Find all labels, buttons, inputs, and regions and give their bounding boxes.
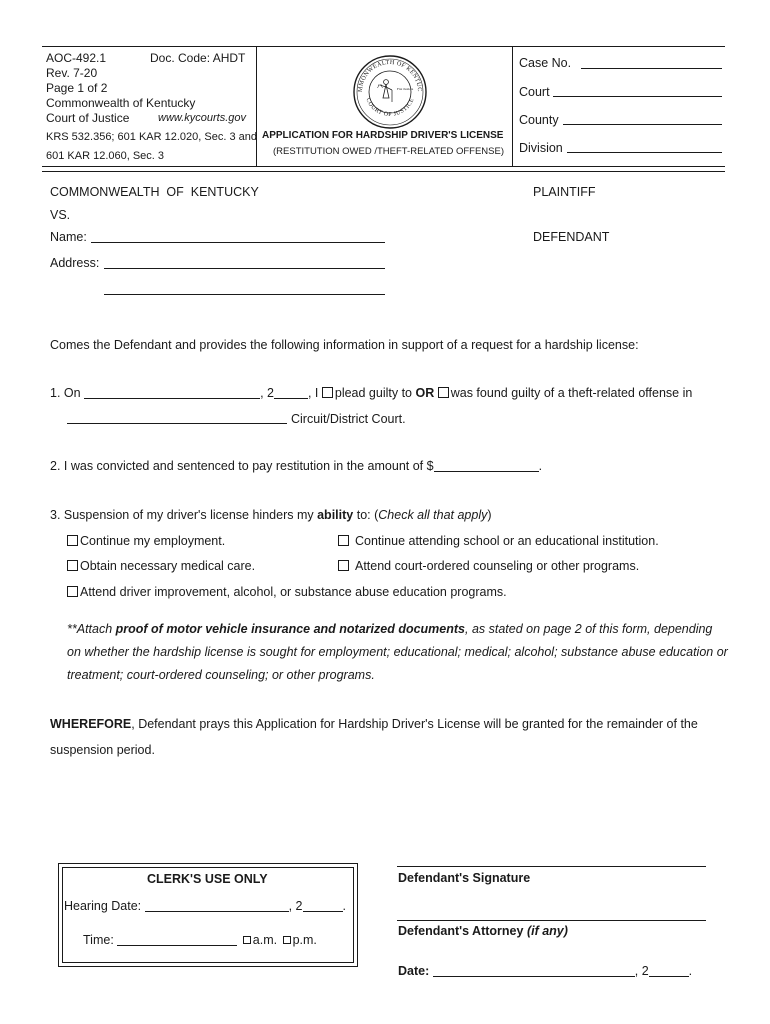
header-divider-left bbox=[256, 46, 257, 166]
item-1-prefix: 1. On bbox=[50, 386, 81, 400]
school-label: Continue attending school or an educational institution. bbox=[355, 534, 659, 548]
counseling-checkbox[interactable] bbox=[338, 560, 349, 571]
am-checkbox[interactable] bbox=[243, 936, 251, 944]
page-number: Page 1 of 2 bbox=[46, 81, 108, 95]
county-label: County bbox=[519, 113, 559, 127]
defendant-name-label: Name: bbox=[50, 230, 87, 244]
form-id: AOC-492.1 bbox=[46, 51, 107, 65]
pm-checkbox[interactable] bbox=[283, 936, 291, 944]
header-divider-right bbox=[512, 46, 513, 166]
conviction-year-field[interactable] bbox=[274, 386, 308, 399]
doc-code: Doc. Code: AHDT bbox=[150, 51, 246, 65]
option-education bbox=[67, 585, 507, 599]
intro-text: Comes the Defendant and provides the following information in support of a request for a hardship license: bbox=[50, 338, 639, 352]
plaintiff-name: COMMONWEALTH OF KENTUCKY bbox=[50, 185, 259, 199]
signature-period: . bbox=[688, 964, 693, 978]
am-label: a.m. bbox=[252, 933, 278, 947]
statutes-line-1: KRS 532.356; 601 KAR 12.020, Sec. 3 and bbox=[46, 131, 257, 143]
time-label: Time: bbox=[83, 933, 114, 947]
employment-label: Continue my employment. bbox=[80, 534, 226, 548]
attorney-if-any: (if any) bbox=[526, 924, 568, 938]
versus-label: VS. bbox=[50, 208, 71, 222]
hearing-year-field[interactable] bbox=[303, 899, 343, 912]
attach-note-line-2: on whether the hardship license is sought for employment; educational; medical; alcohol; substance abuse education or bbox=[67, 645, 728, 659]
svg-text:COURT OF JUSTICE: COURT OF JUSTICE bbox=[364, 97, 416, 119]
form-revision: Rev. 7-20 bbox=[46, 66, 98, 80]
defendant-name-field[interactable] bbox=[91, 230, 385, 243]
signature-date-field[interactable] bbox=[433, 964, 635, 977]
option-counseling bbox=[338, 559, 639, 573]
attorney-signature-label: Defendant's Attorney bbox=[398, 924, 524, 938]
hearing-date-field[interactable] bbox=[145, 899, 289, 912]
item-1-year-prefix: , 2 bbox=[260, 386, 274, 400]
hearing-date-line bbox=[64, 899, 346, 913]
item-1-comma-i: , I bbox=[307, 386, 319, 400]
division-label: Division bbox=[519, 141, 563, 155]
option-employment bbox=[67, 534, 225, 548]
case-no-label: Case No. bbox=[519, 56, 572, 70]
wherefore-line-2: suspension period. bbox=[50, 743, 155, 757]
education-label: Attend driver improvement, alcohol, or substance abuse education programs. bbox=[80, 585, 507, 599]
commonwealth-label: Commonwealth of Kentucky bbox=[46, 96, 196, 110]
hearing-time-line bbox=[83, 933, 317, 947]
defendant-signature-field[interactable] bbox=[397, 866, 706, 867]
option-medical bbox=[67, 559, 255, 573]
form-title: APPLICATION FOR HARDSHIP DRIVER'S LICENSE bbox=[262, 130, 504, 141]
item-3-line bbox=[50, 508, 492, 522]
attach-star: **Attach bbox=[67, 622, 116, 636]
item-1-line bbox=[50, 386, 692, 400]
website-link[interactable]: www.kycourts.gov bbox=[158, 112, 247, 124]
header-bottom-rule-2 bbox=[42, 171, 725, 172]
court-name-field[interactable] bbox=[67, 411, 287, 424]
education-checkbox[interactable] bbox=[67, 586, 78, 597]
clerk-title: CLERK'S USE ONLY bbox=[147, 872, 268, 886]
pm-label: p.m. bbox=[292, 933, 317, 947]
attach-bold: proof of motor vehicle insurance and notarized documents bbox=[115, 622, 465, 636]
county-field[interactable] bbox=[563, 112, 722, 125]
medical-checkbox[interactable] bbox=[67, 560, 78, 571]
school-checkbox[interactable] bbox=[338, 535, 349, 546]
restitution-amount-field[interactable] bbox=[434, 459, 539, 472]
found-guilty-label: was found guilty of a theft-related offense in bbox=[450, 386, 693, 400]
plead-guilty-label: plead guilty to bbox=[334, 386, 413, 400]
signature-date-line bbox=[398, 964, 692, 978]
plaintiff-label: PLAINTIFF bbox=[533, 185, 596, 199]
plead-guilty-checkbox[interactable] bbox=[322, 387, 333, 398]
attorney-signature-line bbox=[398, 924, 568, 938]
hearing-date-label: Hearing Date: bbox=[64, 899, 142, 913]
item-3-to: to: ( bbox=[356, 508, 379, 522]
wherefore-line-1 bbox=[50, 717, 698, 731]
circuit-district-label: Circuit/District Court. bbox=[291, 412, 406, 426]
item-3-prefix: 3. Suspension of my driver's license hinders my bbox=[50, 508, 314, 522]
division-field[interactable] bbox=[567, 140, 722, 153]
svg-text:COMMONWEALTH OF KENTUCKY: MMONWEALTH OF KENTUC bbox=[356, 58, 424, 93]
item-2-text: 2. I was convicted and sentenced to pay restitution in the amount of $ bbox=[50, 459, 434, 473]
form-subtitle: (RESTITUTION OWED /THEFT-RELATED OFFENSE) bbox=[273, 146, 504, 157]
court-field[interactable] bbox=[553, 84, 722, 97]
court-seal bbox=[352, 54, 428, 130]
counseling-label: Attend court-ordered counseling or other programs. bbox=[355, 559, 640, 573]
statutes-line-2: 601 KAR 12.060, Sec. 3 bbox=[46, 150, 165, 162]
address-label: Address: bbox=[50, 256, 100, 270]
defendant-signature-label: Defendant's Signature bbox=[398, 871, 531, 885]
item-3-close: ) bbox=[487, 508, 492, 522]
medical-label: Obtain necessary medical care. bbox=[80, 559, 256, 573]
hearing-period: . bbox=[342, 899, 346, 913]
wherefore-rest: , Defendant prays this Application for Hardship Driver's License will be granted for the remainder of the bbox=[131, 717, 698, 731]
court-of-justice-label: Court of Justice bbox=[46, 111, 130, 125]
attorney-signature-field[interactable] bbox=[397, 920, 706, 921]
item-3-check-all: Check all that apply bbox=[378, 508, 488, 522]
conviction-date-field[interactable] bbox=[84, 386, 260, 399]
header-bottom-rule bbox=[42, 166, 725, 167]
found-guilty-checkbox[interactable] bbox=[438, 387, 449, 398]
seal-motto-text: Fiat Justicia bbox=[397, 87, 414, 91]
header-top-rule bbox=[42, 46, 725, 47]
wherefore-bold: WHEREFORE bbox=[50, 717, 132, 731]
defendant-label: DEFENDANT bbox=[533, 230, 610, 244]
option-school bbox=[338, 534, 659, 548]
item-2-end: . bbox=[538, 459, 543, 473]
hearing-year-prefix: , 2 bbox=[288, 899, 303, 913]
attach-rest: , as stated on page 2 of this form, depending bbox=[465, 622, 713, 636]
item-2-line bbox=[50, 459, 542, 473]
case-no-field[interactable] bbox=[581, 56, 722, 69]
signature-year-prefix: , 2 bbox=[634, 964, 649, 978]
court-label: Court bbox=[519, 85, 550, 99]
signature-date-label: Date: bbox=[398, 964, 430, 978]
address-field-line-1[interactable] bbox=[104, 256, 385, 269]
signature-year-field[interactable] bbox=[649, 964, 689, 977]
attach-note-line-3: treatment; court-ordered counseling; or other programs. bbox=[67, 668, 375, 682]
employment-checkbox[interactable] bbox=[67, 535, 78, 546]
or-label: OR bbox=[415, 386, 435, 400]
item-3-ability: ability bbox=[317, 508, 354, 522]
address-field-line-2[interactable] bbox=[104, 282, 385, 295]
hearing-time-field[interactable] bbox=[117, 933, 237, 946]
attach-note-line-1 bbox=[67, 622, 712, 636]
